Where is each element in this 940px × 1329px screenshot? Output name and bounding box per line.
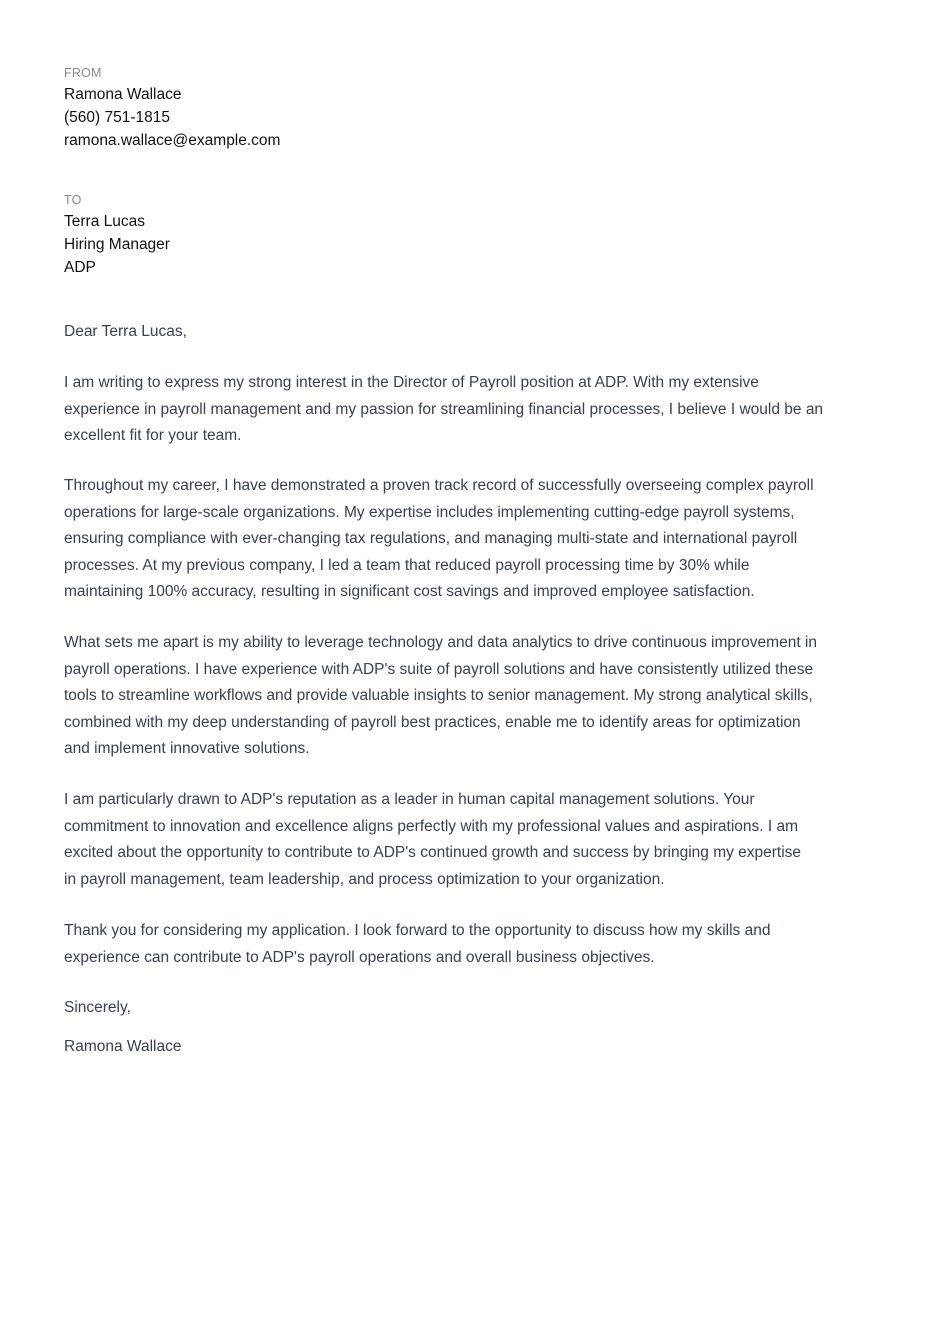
paragraph-line: processes. At my previous company, I led a team that reduced payroll processing time by 30% while [64,556,750,574]
paragraph-line: excited about the opportunity to contribute to ADP's continued growth and success by bringing my expertise [64,844,802,862]
paragraph-line: What sets me apart is my ability to leverage technology and data analytics to drive continuous improvement in [64,634,817,651]
recipient-block [64,210,170,279]
paragraph-line: Thank you for considering my application. I look forward to the opportunity to discuss how my skills and [64,922,771,939]
paragraph-line: experience in payroll management and my passion for streamlining financial processes, I believe I would be an [64,400,824,418]
recipient-name: Terra Lucas [64,213,145,230]
paragraph-line: excellent fit for your team. [64,427,242,445]
paragraph-line: in payroll management, team leadership, and process optimization to your organization. [64,870,665,888]
sender-name: Ramona Wallace [64,86,182,103]
paragraph-5 [64,918,904,971]
salutation: Dear Terra Lucas, [64,323,187,340]
paragraph-line: experience can contribute to ADP's payroll operations and overall business objectives. [64,948,655,966]
paragraph-line: tools to streamline workflows and provide valuable insights to senior management. My strong analytical skills, [64,687,813,705]
recipient-company: ADP [64,259,96,276]
paragraph-4 [64,787,904,893]
from-label: FROM [64,66,102,80]
paragraph-line: maintaining 100% accuracy, resulting in significant cost savings and improved employee satisfaction. [64,583,755,601]
paragraph-1 [64,370,904,450]
signature: Ramona Wallace [64,1038,182,1055]
paragraph-line: commitment to innovation and excellence aligns perfectly with my professional values and aspirations. I am [64,817,799,835]
paragraph-line: payroll operations. I have experience with ADP's suite of payroll solutions and have consistently utilized these [64,660,814,678]
sender-phone: (560) 751-1815 [64,109,170,126]
paragraph-2 [64,473,904,606]
recipient-title: Hiring Manager [64,236,170,253]
paragraph-line: operations for large-scale organizations. My expertise includes implementing cutting-edge payroll systems, [64,503,795,521]
sender-email: ramona.wallace@example.com [64,132,281,149]
paragraph-3 [64,630,904,763]
paragraph-line: combined with my deep understanding of payroll best practices, enable me to identify areas for optimization [64,713,801,731]
paragraph-line: Throughout my career, I have demonstrated a proven track record of successfully overseeing complex payroll [64,477,814,494]
closing: Sincerely, [64,999,131,1016]
paragraph-line: and implement innovative solutions. [64,740,310,758]
sender-block [64,83,280,152]
paragraph-line: ensuring compliance with ever-changing tax regulations, and managing multi-state and international payroll [64,530,798,548]
to-label: TO [64,193,82,207]
paragraph-line: I am writing to express my strong interest in the Director of Payroll position at ADP. With my extensive [64,374,759,391]
paragraph-line: I am particularly drawn to ADP's reputation as a leader in human capital management solutions. Your [64,791,755,808]
